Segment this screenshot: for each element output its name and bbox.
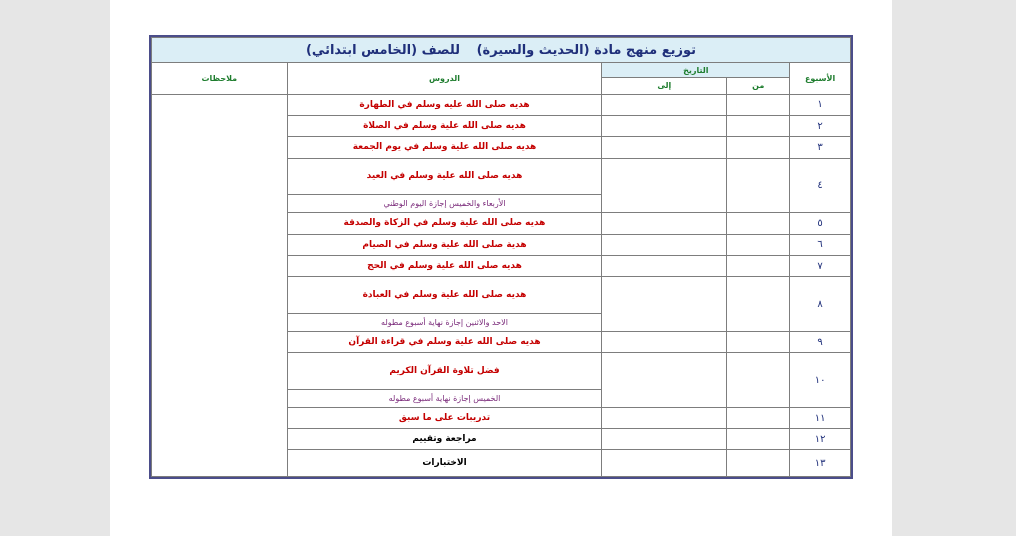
lesson-cell: هديه صلى الله علية وسلم في العيد xyxy=(287,158,602,194)
date-from-cell xyxy=(727,116,790,137)
date-from-cell xyxy=(727,407,790,428)
lesson-note: الاحد والاثنين إجازة نهاية أسبوع مطوله xyxy=(287,313,602,331)
lesson-cell: فضل تلاوة القرآن الكريم xyxy=(287,353,602,389)
table-title xyxy=(152,38,851,63)
week-number: ٦ xyxy=(790,234,851,255)
date-to-cell xyxy=(602,94,727,115)
date-from-cell xyxy=(727,255,790,276)
date-from-cell xyxy=(727,277,790,332)
header-week: الأسبوع xyxy=(790,63,851,94)
date-to-cell xyxy=(602,116,727,137)
title-row xyxy=(152,38,851,63)
lesson-cell: هديه صلى الله علية وسلم في العبادة xyxy=(287,277,602,313)
date-to-cell xyxy=(602,137,727,158)
week-number: ١١ xyxy=(790,407,851,428)
date-to-cell xyxy=(602,450,727,477)
week-number: ٣ xyxy=(790,137,851,158)
date-from-cell xyxy=(727,137,790,158)
notes-cell xyxy=(152,94,288,476)
lesson-cell: مراجعة وتقييم xyxy=(287,429,602,450)
date-to-cell xyxy=(602,353,727,408)
header-to: إلى xyxy=(602,77,727,94)
lesson-note: الخميس إجازة نهاية أسبوع مطوله xyxy=(287,389,602,407)
week-number: ١٢ xyxy=(790,429,851,450)
lesson-cell: هديه صلى الله علية وسلم في يوم الجمعة xyxy=(287,137,602,158)
date-to-cell xyxy=(602,234,727,255)
lesson-cell: هديه صلى الله علية وسلم في الحج xyxy=(287,255,602,276)
date-from-cell xyxy=(727,94,790,115)
date-to-cell xyxy=(602,255,727,276)
header-from: من xyxy=(727,77,790,94)
header-lessons: الدروس xyxy=(287,63,602,94)
title-subject: توزيع منهج مادة (الحديث والسيرة) xyxy=(476,42,697,58)
date-to-cell xyxy=(602,158,727,213)
lesson-cell: هديه صلى الله علية وسلم في الصلاة xyxy=(287,116,602,137)
date-from-cell xyxy=(727,234,790,255)
lesson-cell: تدريبات على ما سبق xyxy=(287,407,602,428)
week-number: ١ xyxy=(790,94,851,115)
week-number: ٢ xyxy=(790,116,851,137)
lesson-cell: هديه صلى الله عليه وسلم في الطهارة xyxy=(287,94,602,115)
date-to-cell xyxy=(602,213,727,234)
date-from-cell xyxy=(727,331,790,352)
week-number: ٤ xyxy=(790,158,851,213)
week-number: ٧ xyxy=(790,255,851,276)
week-number: ١٠ xyxy=(790,353,851,408)
header-notes: ملاحظات xyxy=(152,63,288,94)
week-number: ١٣ xyxy=(790,450,851,477)
title-grade: للصف (الخامس ابتدائي) xyxy=(305,42,461,58)
week-number: ٥ xyxy=(790,213,851,234)
date-to-cell xyxy=(602,407,727,428)
lesson-cell: هديه صلى الله علية وسلم في قراءة القرآن xyxy=(287,331,602,352)
header-row-1 xyxy=(152,63,851,78)
date-from-cell xyxy=(727,429,790,450)
date-to-cell xyxy=(602,277,727,332)
header-date: التاريخ xyxy=(602,63,790,78)
date-from-cell xyxy=(727,158,790,213)
date-from-cell xyxy=(727,450,790,477)
week-number: ٨ xyxy=(790,277,851,332)
lesson-note: الأربعاء والخميس إجازة اليوم الوطني xyxy=(287,195,602,213)
lesson-cell: هدية صلى الله علية وسلم في الصيام xyxy=(287,234,602,255)
lesson-cell: هديه صلى الله علية وسلم في الزكاة والصدقة xyxy=(287,213,602,234)
date-to-cell xyxy=(602,331,727,352)
lesson-cell: الاختبارات xyxy=(287,450,602,477)
week-number: ٩ xyxy=(790,331,851,352)
date-from-cell xyxy=(727,213,790,234)
curriculum-table xyxy=(149,35,853,479)
table-row xyxy=(152,94,851,115)
curriculum-grid xyxy=(151,37,851,477)
date-to-cell xyxy=(602,429,727,450)
date-from-cell xyxy=(727,353,790,408)
